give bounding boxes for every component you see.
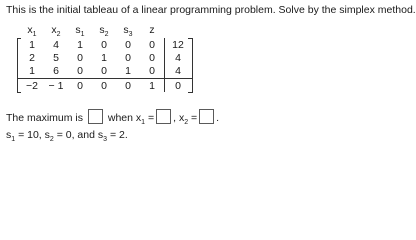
left-bracket-bottom: [17, 92, 21, 93]
cell-r4-x2: − 1: [48, 80, 64, 92]
x2-sub: 2: [184, 119, 189, 127]
cell-r3-x2: 6: [53, 65, 59, 77]
x1-equals: =: [147, 112, 155, 124]
s3-value: = 2.: [107, 129, 128, 141]
header-x1: $x_1$: [27, 24, 37, 39]
x2-label: , x: [173, 112, 185, 124]
cell-r4-s1: 0: [77, 80, 83, 92]
cell-r4-s3: 0: [125, 80, 131, 92]
cell-r2-z: 0: [149, 52, 155, 64]
cell-r1-s1: 1: [77, 39, 83, 51]
cell-r4-s2: 0: [101, 80, 107, 92]
answer-line: [6, 109, 219, 126]
s1-label: s: [6, 129, 12, 141]
s2-sub: 2: [49, 136, 54, 144]
s3-sub: 3: [103, 136, 108, 144]
cell-r2-s3: 0: [125, 52, 131, 64]
x2-answer-input[interactable]: [199, 109, 214, 124]
cell-r2-x2: 5: [53, 52, 59, 64]
max-answer-input[interactable]: [88, 109, 103, 124]
s1-sub: 1: [11, 136, 16, 144]
s1-value: = 10, s: [15, 129, 50, 141]
cell-r1-rhs: 12: [172, 39, 184, 51]
when-label: when x: [107, 112, 142, 124]
cell-r3-z: 0: [149, 65, 155, 77]
cell-r3-rhs: 4: [175, 65, 181, 77]
simplex-tableau: [16, 24, 216, 104]
cell-r2-x1: 2: [29, 52, 35, 64]
prompt-text: This is the initial tableau of a linear programming problem. Solve by the simplex method.: [6, 4, 416, 16]
header-s2: $s_2$: [99, 24, 109, 39]
header-s3: $s_3$: [123, 24, 133, 39]
cell-r1-x1: 1: [29, 39, 35, 51]
cell-r4-z: 1: [149, 80, 155, 92]
header-x2: $x_2$: [51, 24, 61, 39]
cell-r2-rhs: 4: [175, 52, 181, 64]
tableau-grid: [16, 38, 206, 94]
when-sub: 1: [141, 119, 146, 127]
objective-separator: [17, 78, 193, 79]
cell-r3-x1: 1: [29, 65, 35, 77]
cell-r1-z: 0: [149, 39, 155, 51]
cell-r4-rhs: 0: [175, 80, 181, 92]
cell-r2-s2: 1: [101, 52, 107, 64]
cell-r3-s2: 0: [101, 65, 107, 77]
right-bracket: [192, 38, 193, 92]
rhs-separator: [164, 38, 165, 92]
x1-answer-input[interactable]: [156, 109, 171, 124]
cell-r3-s3: 1: [125, 65, 131, 77]
s2-value: = 0, and s: [53, 129, 104, 141]
left-bracket: [17, 38, 18, 92]
answer-period: .: [216, 112, 220, 124]
slack-values-line: [6, 129, 128, 143]
cell-r3-s1: 0: [77, 65, 83, 77]
right-bracket-bottom: [188, 92, 193, 93]
cell-r1-x2: 4: [53, 39, 59, 51]
cell-r1-s2: 0: [101, 39, 107, 51]
cell-r1-s3: 0: [125, 39, 131, 51]
header-z: z: [149, 24, 155, 36]
cell-r2-s1: 0: [77, 52, 83, 64]
x2-equals: =: [191, 112, 198, 124]
header-s1: $s_1$: [75, 24, 85, 39]
cell-r4-x1: −2: [26, 80, 38, 92]
max-label: The maximum is: [6, 112, 84, 124]
